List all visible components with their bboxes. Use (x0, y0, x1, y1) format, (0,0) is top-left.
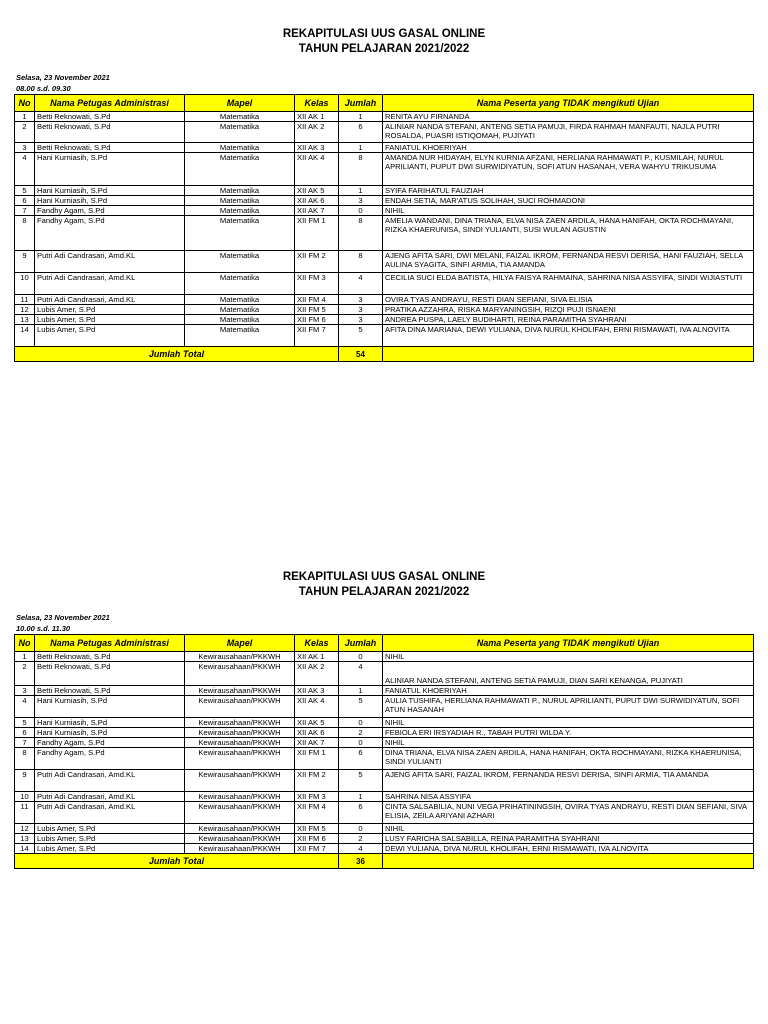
no-cell: 1 (15, 112, 35, 122)
petugas-cell: Betti Reknowati, S.Pd (35, 686, 185, 696)
header-petugas: Nama Petugas Administrasi (35, 95, 185, 112)
table-row (15, 718, 754, 728)
exam-time: 08.00 s.d. 09.30 (16, 84, 71, 93)
petugas-cell: Betti Reknowati, S.Pd (35, 122, 185, 143)
jumlah-cell: 8 (339, 251, 383, 273)
table-row (15, 273, 754, 295)
kelas-cell: XII AK 3 (295, 686, 339, 696)
jumlah-cell: 1 (339, 186, 383, 196)
jumlah-cell: 1 (339, 112, 383, 122)
peserta-cell: ENDAH SETIA, MAR'ATUS SOLIHAH, SUCI ROHMADONI (383, 196, 754, 206)
no-cell: 2 (15, 122, 35, 143)
mapel-cell: Matematika (185, 325, 295, 347)
no-cell: 14 (15, 844, 35, 854)
kelas-cell: XII FM 1 (295, 216, 339, 251)
table-row (15, 295, 754, 305)
petugas-cell: Hani Kurniasih, S.Pd (35, 728, 185, 738)
peserta-cell: NIHIL (383, 718, 754, 728)
mapel-cell: Matematika (185, 305, 295, 315)
jumlah-cell: 6 (339, 748, 383, 770)
peserta-cell: AMELIA WANDANI, DINA TRIANA, ELVA NISA ZAEN ARDILA, HANA HANIFAH, OKTA ROCHMAYANI, RIZKA KHAERUNISA, SINDI YULIANTI, SUSI WULAN AGUSTIN (383, 216, 754, 251)
table-row (15, 196, 754, 206)
peserta-cell: FANIATUL KHOERIYAH (383, 143, 754, 153)
table-row (15, 153, 754, 186)
peserta-cell: LUSY FARICHA SALSABILLA, REINA PARAMITHA SYAHRANI (383, 834, 754, 844)
no-cell: 2 (15, 662, 35, 686)
petugas-cell: Hani Kurniasih, S.Pd (35, 186, 185, 196)
kelas-cell: XII AK 3 (295, 143, 339, 153)
mapel-cell: Kewirausahaan/PKKWH (185, 834, 295, 844)
peserta-cell: AMANDA NUR HIDAYAH, ELYN KURNIA AFZANI, HERLIANA RAHMAWATI P., KUSMILAH, NURUL APRILIANTI, PUPUT DWI SURWIDIYATUN, SOFI ATUN HASANAH, VERA WAHYU TRIKUSUMA (383, 153, 754, 186)
report-subtitle: TAHUN PELAJARAN 2021/2022 (298, 586, 470, 598)
jumlah-cell: 0 (339, 652, 383, 662)
table-row (15, 652, 754, 662)
jumlah-cell: 2 (339, 834, 383, 844)
table-row (15, 122, 754, 143)
kelas-cell: XII FM 5 (295, 305, 339, 315)
no-cell: 13 (15, 315, 35, 325)
table-row (15, 844, 754, 854)
petugas-cell: Putri Adi Candrasari, Amd.KL (35, 792, 185, 802)
header-no: No (15, 95, 35, 112)
report-subtitle: TAHUN PELAJARAN 2021/2022 (298, 43, 470, 55)
jumlah-cell: 3 (339, 295, 383, 305)
jumlah-cell: 4 (339, 273, 383, 295)
kelas-cell: XII AK 5 (295, 186, 339, 196)
no-cell: 9 (15, 251, 35, 273)
mapel-cell: Kewirausahaan/PKKWH (185, 652, 295, 662)
report-title: REKAPITULASI UUS GASAL ONLINE (282, 571, 486, 583)
table-row (15, 728, 754, 738)
no-cell: 10 (15, 273, 35, 295)
mapel-cell: Matematika (185, 295, 295, 305)
no-cell: 6 (15, 196, 35, 206)
peserta-cell: ALINIAR NANDA STEFANI, ANTENG SETIA PAMUJI, DIAN SARI KENANGA, PUJIYATI (383, 662, 754, 686)
header-mapel: Mapel (185, 635, 295, 652)
table-row (15, 143, 754, 153)
kelas-cell: XII FM 2 (295, 251, 339, 273)
peserta-cell: FEBIOLA ERI IRSYADIAH R., TABAH PUTRI WILDA Y. (383, 728, 754, 738)
no-cell: 5 (15, 186, 35, 196)
recap-table (14, 94, 754, 362)
table-row (15, 112, 754, 122)
header-jumlah: Jumlah (339, 635, 383, 652)
exam-date: Selasa, 23 November 2021 (16, 73, 110, 82)
header-peserta: Nama Peserta yang TIDAK mengikuti Ujian (383, 635, 754, 652)
kelas-cell: XII AK 4 (295, 153, 339, 186)
header-no: No (15, 635, 35, 652)
mapel-cell: Kewirausahaan/PKKWH (185, 738, 295, 748)
table-row (15, 824, 754, 834)
table-row (15, 770, 754, 792)
mapel-cell: Kewirausahaan/PKKWH (185, 718, 295, 728)
no-cell: 7 (15, 738, 35, 748)
petugas-cell: Putri Adi Candrasari, Amd.KL (35, 251, 185, 273)
table-row (15, 738, 754, 748)
table-row (15, 206, 754, 216)
header-kelas: Kelas (295, 95, 339, 112)
peserta-cell: FANIATUL KHOERIYAH (383, 686, 754, 696)
no-cell: 12 (15, 305, 35, 315)
kelas-cell: XII AK 4 (295, 696, 339, 718)
total-empty-cell (383, 347, 754, 362)
table-body (15, 112, 754, 362)
jumlah-cell: 8 (339, 216, 383, 251)
header-petugas: Nama Petugas Administrasi (35, 635, 185, 652)
peserta-cell: PRATIKA AZZAHRA, RISKA MARYANINGSIH, RIZQI PUJI ISNAENI (383, 305, 754, 315)
jumlah-cell: 1 (339, 143, 383, 153)
table-row (15, 216, 754, 251)
jumlah-cell: 0 (339, 738, 383, 748)
kelas-cell: XII AK 2 (295, 662, 339, 686)
mapel-cell: Matematika (185, 196, 295, 206)
petugas-cell: Betti Reknowati, S.Pd (35, 662, 185, 686)
kelas-cell: XII FM 2 (295, 770, 339, 792)
jumlah-cell: 0 (339, 824, 383, 834)
mapel-cell: Matematika (185, 216, 295, 251)
header-row (15, 635, 754, 652)
report-title: REKAPITULASI UUS GASAL ONLINE (282, 28, 486, 40)
total-empty-cell (383, 854, 754, 869)
no-cell: 14 (15, 325, 35, 347)
jumlah-cell: 1 (339, 792, 383, 802)
table-row (15, 186, 754, 196)
mapel-cell: Matematika (185, 251, 295, 273)
table-row (15, 696, 754, 718)
recap-table (14, 634, 754, 869)
jumlah-cell: 0 (339, 206, 383, 216)
no-cell: 10 (15, 792, 35, 802)
kelas-cell: XII FM 7 (295, 844, 339, 854)
no-cell: 1 (15, 652, 35, 662)
peserta-cell: RENITA AYU FIRNANDA (383, 112, 754, 122)
table-row (15, 834, 754, 844)
mapel-cell: Kewirausahaan/PKKWH (185, 696, 295, 718)
table-row (15, 662, 754, 686)
jumlah-cell: 0 (339, 718, 383, 728)
mapel-cell: Kewirausahaan/PKKWH (185, 728, 295, 738)
peserta-cell: AULIA TUSHIFA, HERLIANA RAHMAWATI P., NURUL APRILIANTI, PUPUT DWI SURWIDIYATUN, SOFI ATUN HASANAH (383, 696, 754, 718)
mapel-cell: Kewirausahaan/PKKWH (185, 844, 295, 854)
petugas-cell: Betti Reknowati, S.Pd (35, 652, 185, 662)
petugas-cell: Hani Kurniasih, S.Pd (35, 718, 185, 728)
kelas-cell: XII AK 2 (295, 122, 339, 143)
kelas-cell: XII FM 5 (295, 824, 339, 834)
kelas-cell: XII FM 4 (295, 802, 339, 824)
no-cell: 7 (15, 206, 35, 216)
no-cell: 12 (15, 824, 35, 834)
jumlah-cell: 2 (339, 728, 383, 738)
petugas-cell: Betti Reknowati, S.Pd (35, 112, 185, 122)
petugas-cell: Fandhy Agam, S.Pd (35, 206, 185, 216)
no-cell: 11 (15, 802, 35, 824)
jumlah-cell: 8 (339, 153, 383, 186)
table-header (15, 635, 754, 652)
kelas-cell: XII AK 7 (295, 206, 339, 216)
jumlah-cell: 5 (339, 770, 383, 792)
petugas-cell: Lubis Amer, S.Pd (35, 315, 185, 325)
petugas-cell: Lubis Amer, S.Pd (35, 844, 185, 854)
kelas-cell: XII FM 4 (295, 295, 339, 305)
table-body (15, 652, 754, 869)
mapel-cell: Matematika (185, 273, 295, 295)
mapel-cell: Matematika (185, 153, 295, 186)
peserta-cell: AFITA DINA MARIANA, DEWI YULIANA, DIVA NURUL KHOLIFAH, ERNI RISMAWATI, IVA ALNOVITA (383, 325, 754, 347)
mapel-cell: Kewirausahaan/PKKWH (185, 824, 295, 834)
petugas-cell: Putri Adi Candrasari, Amd.KL (35, 273, 185, 295)
peserta-cell: ANDREA PUSPA, LAELY BUDIHARTI, REINA PARAMITHA SYAHRANI (383, 315, 754, 325)
peserta-cell: AJENG AFITA SARI, DWI MELANI, FAIZAL IKROM, FERNANDA RESVI DERISA, HANI FAUZIAH, SELLA AULINA SYAGITA, SINFI ARMIA, TIA AMANDA (383, 251, 754, 273)
petugas-cell: Putri Adi Candrasari, Amd.KL (35, 802, 185, 824)
jumlah-cell: 4 (339, 844, 383, 854)
header-peserta: Nama Peserta yang TIDAK mengikuti Ujian (383, 95, 754, 112)
peserta-cell: OVIRA TYAS ANDRAYU, RESTI DIAN SEFIANI, SIVA ELISIA (383, 295, 754, 305)
petugas-cell: Betti Reknowati, S.Pd (35, 143, 185, 153)
exam-time: 10.00 s.d. 11.30 (16, 624, 71, 633)
peserta-cell: NIHIL (383, 652, 754, 662)
no-cell: 6 (15, 728, 35, 738)
no-cell: 9 (15, 770, 35, 792)
total-row (15, 347, 754, 362)
header-row (15, 95, 754, 112)
no-cell: 5 (15, 718, 35, 728)
peserta-cell: NIHIL (383, 206, 754, 216)
petugas-cell: Lubis Amer, S.Pd (35, 834, 185, 844)
peserta-cell: NIHIL (383, 824, 754, 834)
peserta-cell: SYIFA FARIHATUL FAUZIAH (383, 186, 754, 196)
total-label: Jumlah Total (15, 347, 339, 362)
mapel-cell: Matematika (185, 315, 295, 325)
peserta-cell: AJENG AFITA SARI, FAIZAL IKROM, FERNANDA RESVI DERISA, SINFI ARMIA, TIA AMANDA (383, 770, 754, 792)
mapel-cell: Matematika (185, 122, 295, 143)
mapel-cell: Kewirausahaan/PKKWH (185, 686, 295, 696)
kelas-cell: XII AK 1 (295, 652, 339, 662)
kelas-cell: XII FM 6 (295, 315, 339, 325)
no-cell: 11 (15, 295, 35, 305)
jumlah-cell: 5 (339, 325, 383, 347)
table-row (15, 686, 754, 696)
jumlah-cell: 6 (339, 802, 383, 824)
kelas-cell: XII AK 5 (295, 718, 339, 728)
kelas-cell: XII FM 1 (295, 748, 339, 770)
table-header (15, 95, 754, 112)
peserta-cell: CECILIA SUCI ELDA BATISTA, HILYA FAISYA RAHMAINA, SAHRINA NISA ASSYIFA, SINDI WIJIASTUTI (383, 273, 754, 295)
petugas-cell: Fandhy Agam, S.Pd (35, 738, 185, 748)
mapel-cell: Kewirausahaan/PKKWH (185, 748, 295, 770)
peserta-cell: CINTA SALSABILIA, NUNI VEGA PRIHATININGSIH, OVIRA TYAS ANDRAYU, RESTI DIAN SEFIANI, SIVA ELISIA, ZEILA ARIYANI AZHARI (383, 802, 754, 824)
jumlah-cell: 5 (339, 696, 383, 718)
table-row (15, 325, 754, 347)
total-row (15, 854, 754, 869)
table-row (15, 315, 754, 325)
petugas-cell: Putri Adi Candrasari, Amd.KL (35, 770, 185, 792)
kelas-cell: XII AK 7 (295, 738, 339, 748)
jumlah-cell: 6 (339, 122, 383, 143)
header-jumlah: Jumlah (339, 95, 383, 112)
mapel-cell: Matematika (185, 186, 295, 196)
kelas-cell: XII FM 6 (295, 834, 339, 844)
kelas-cell: XII AK 6 (295, 196, 339, 206)
peserta-cell: ALINIAR NANDA STEFANI, ANTENG SETIA PAMUJI, FIRDA RAHMAH MANFAUTI, NAJLA PUTRI ROSALDA, PUASRI ISTIQOMAH, PUJIYATI (383, 122, 754, 143)
petugas-cell: Hani Kurniasih, S.Pd (35, 696, 185, 718)
total-value: 54 (339, 347, 383, 362)
no-cell: 3 (15, 143, 35, 153)
table-row (15, 748, 754, 770)
petugas-cell: Putri Adi Candrasari, Amd.KL (35, 295, 185, 305)
peserta-cell: SAHRINA NISA ASSYIFA (383, 792, 754, 802)
kelas-cell: XII AK 6 (295, 728, 339, 738)
table-row (15, 305, 754, 315)
total-label: Jumlah Total (15, 854, 339, 869)
mapel-cell: Kewirausahaan/PKKWH (185, 792, 295, 802)
petugas-cell: Fandhy Agam, S.Pd (35, 748, 185, 770)
header-mapel: Mapel (185, 95, 295, 112)
mapel-cell: Kewirausahaan/PKKWH (185, 662, 295, 686)
petugas-cell: Hani Kurniasih, S.Pd (35, 153, 185, 186)
mapel-cell: Kewirausahaan/PKKWH (185, 770, 295, 792)
table-row (15, 802, 754, 824)
jumlah-cell: 3 (339, 196, 383, 206)
table-row (15, 251, 754, 273)
jumlah-cell: 3 (339, 315, 383, 325)
peserta-cell: DEWI YULIANA, DIVA NURUL KHOLIFAH, ERNI RISMAWATI, IVA ALNOVITA (383, 844, 754, 854)
no-cell: 4 (15, 696, 35, 718)
recap-section-1 (14, 27, 754, 362)
jumlah-cell: 3 (339, 305, 383, 315)
kelas-cell: XII FM 7 (295, 325, 339, 347)
mapel-cell: Matematika (185, 112, 295, 122)
jumlah-cell: 1 (339, 686, 383, 696)
recap-section-2 (14, 570, 754, 869)
no-cell: 13 (15, 834, 35, 844)
petugas-cell: Fandhy Agam, S.Pd (35, 216, 185, 251)
kelas-cell: XII FM 3 (295, 792, 339, 802)
petugas-cell: Lubis Amer, S.Pd (35, 824, 185, 834)
exam-date: Selasa, 23 November 2021 (16, 613, 110, 622)
petugas-cell: Hani Kurniasih, S.Pd (35, 196, 185, 206)
table-row (15, 792, 754, 802)
no-cell: 8 (15, 216, 35, 251)
no-cell: 3 (15, 686, 35, 696)
petugas-cell: Lubis Amer, S.Pd (35, 325, 185, 347)
peserta-cell: DINA TRIANA, ELVA NISA ZAEN ARDILA, HANA HANIFAH, OKTA ROCHMAYANI, RIZKA KHAERUNISA, SINDI YULIANTI (383, 748, 754, 770)
kelas-cell: XII AK 1 (295, 112, 339, 122)
mapel-cell: Kewirausahaan/PKKWH (185, 802, 295, 824)
header-kelas: Kelas (295, 635, 339, 652)
jumlah-cell: 4 (339, 662, 383, 686)
mapel-cell: Matematika (185, 206, 295, 216)
no-cell: 4 (15, 153, 35, 186)
no-cell: 8 (15, 748, 35, 770)
peserta-cell: NIHIL (383, 738, 754, 748)
total-value: 36 (339, 854, 383, 869)
mapel-cell: Matematika (185, 143, 295, 153)
kelas-cell: XII FM 3 (295, 273, 339, 295)
petugas-cell: Lubis Amer, S.Pd (35, 305, 185, 315)
